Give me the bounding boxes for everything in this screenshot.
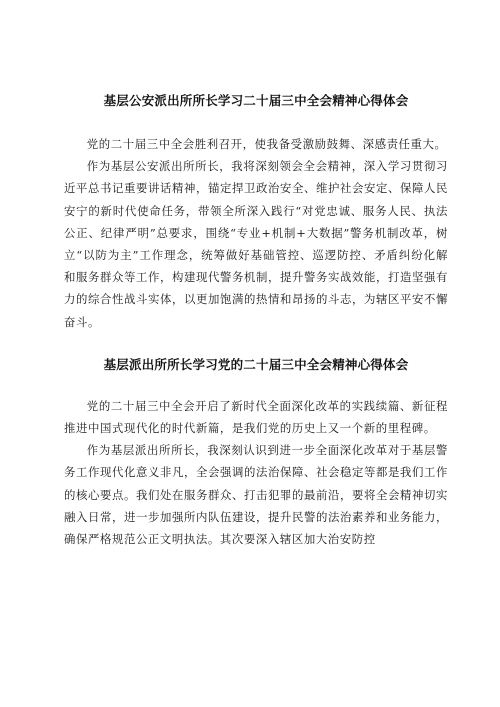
section-1-paragraph-2: 作为基层公安派出所所长，我将深刻领会全会精神，深入学习贯彻习近平总书记重要讲话精神，锚定捍卫政治安全、维护社会安定、保障人民安宁的新时代使命任务，带领全所深入践行“对党忠诚、服务人民、执法公正、纪律严明”总要求，围绕“专业+机制+大数据”警务机制改革，树立“以防为主”工作理念，统筹做好基础管控、巡逻防控、矛盾纠纷化解和服务群众等工作，构建现代警务机制，提升警务实战效能，打造坚强有力的综合性战斗实体，以更加饱满的热情和昂扬的斗志，为辖区平安不懈奋斗。 (64, 159, 448, 329)
section-1-title: 基层公安派出所所长学习二十届三中全会精神心得体会 (103, 93, 409, 108)
section-2-paragraph-1: 党的二十届三中全会开启了新时代全面深化改革的实践续篇、新征程推进中国式现代化的时代新篇，是我们党的历史上又一个新的里程碑。 (64, 398, 448, 436)
section-1-body (64, 133, 448, 333)
section-2-paragraph-2: 作为基层派出所所长，我深刻认识到进一步全面深化改革对于基层警务工作现代化意义非凡，全会强调的法治保障、社会稳定等都是我们工作的核心要点。我们处在服务群众、打击犯罪的最前沿，要将全会精神切实融入日常，进一步加强所内队伍建设，提升民警的法治素养和业务能力，确保严格规范公正文明执法。其次要深入辖区加大治安防控 (64, 443, 448, 547)
section-2-body (64, 395, 448, 550)
section-1-paragraph-1: 党的二十届三中全会胜利召开，使我备受激励鼓舞、深感责任重大。 (86, 137, 447, 151)
section-2-title: 基层派出所所长学习党的二十届三中全会精神心得体会 (103, 356, 409, 372)
